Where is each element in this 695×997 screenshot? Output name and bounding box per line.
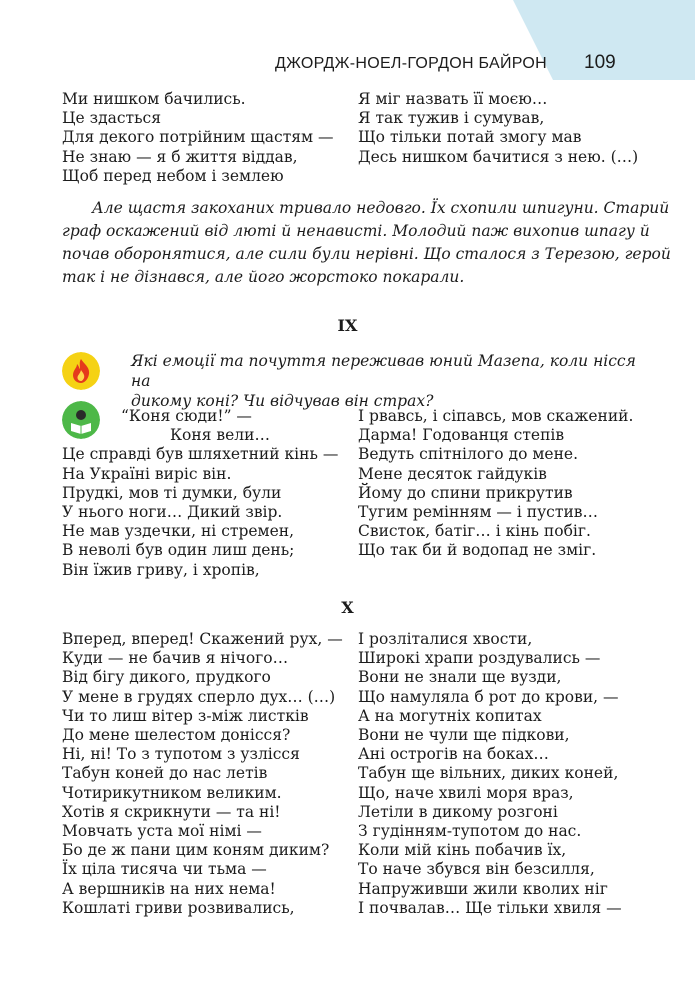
- verse-line: Не мав уздечки, ні стремен,: [62, 522, 295, 541]
- stanza-x-left: [62, 630, 343, 918]
- verse-line: Десь нишком бачитися з нею. (…): [358, 147, 639, 166]
- verse-line: Коня вели…: [170, 426, 270, 445]
- verse-line: Свисток, батіг… і кінь побіг.: [358, 522, 591, 541]
- stanza-top-right: [358, 90, 638, 167]
- verse-line: Мене десяток гайдуків: [358, 464, 547, 483]
- verse-line: Я так тужив і сумував,: [358, 109, 545, 128]
- verse-line: Мовчать уста мої німі —: [62, 822, 262, 841]
- verse-line: А вершників на них нема!: [62, 879, 276, 898]
- verse-line: Вперед, вперед! Скажений рух, —: [62, 630, 343, 648]
- verse-line: Напруживши жили кволих ніг: [358, 879, 608, 898]
- verse-line: Ми нишком бачились.: [62, 90, 246, 108]
- stanza-top-left: [62, 90, 334, 186]
- prose-summary: [62, 197, 671, 289]
- verse-line: “Коня сюди!” —: [121, 407, 252, 425]
- verse-line: Вони не знали ще вузди,: [358, 668, 562, 687]
- verse-line: Табун коней до нас летів: [62, 764, 268, 783]
- verse-line: Кошлаті гриви розвивались,: [62, 898, 295, 917]
- verse-line: У нього ноги… Дикий звір.: [62, 503, 283, 522]
- question-line: Які емоції та почуття переживав юний Мазепа, коли нісся на: [131, 352, 636, 390]
- verse-line: Вони не чули ще підкови,: [358, 726, 570, 745]
- verse-line: Летіли в дикому розгоні: [358, 802, 558, 821]
- verse-line: Широкі храпи роздувались —: [358, 649, 601, 668]
- verse-line: Прудкі, мов ті думки, були: [62, 483, 282, 502]
- verse-line: І почвалав… Ще тільки хвиля —: [358, 898, 622, 917]
- verse-line: Що так би й водопад не зміг.: [358, 541, 597, 560]
- discussion-question: [131, 351, 641, 411]
- verse-line: З гудінням-тупотом до нас.: [358, 822, 582, 841]
- verse-line: Чи то лиш вітер з-між листків: [62, 706, 309, 725]
- prose-line: Але щастя закоханих тривало недовго. Їх схопили шпигуни. Старий: [92, 199, 670, 217]
- stanza-ix-left: [62, 407, 338, 580]
- verse-line: Що тільки потай змогу мав: [358, 128, 582, 147]
- running-header-title: ДЖОРДЖ-НОЕЛ-ГОРДОН БАЙРОН: [275, 55, 547, 72]
- verse-line: До мене шелестом донісся?: [62, 726, 291, 745]
- verse-line: Це справді був шляхетний кінь —: [62, 445, 339, 464]
- verse-line: Я міг назвать її моєю…: [358, 90, 548, 108]
- verse-line: І розліталися хвости,: [358, 630, 533, 648]
- section-heading-ix: IX: [337, 316, 358, 335]
- verse-line: Не знаю — я б життя віддав,: [62, 147, 298, 166]
- question-line: дикому коні? Чи відчував він страх?: [131, 392, 434, 410]
- verse-line: Він їжив гриву, і хропів,: [62, 560, 260, 579]
- verse-line: Ні, ні! То з тупотом з узлісся: [62, 745, 300, 764]
- verse-line: Хотів я скрикнути — та ні!: [62, 802, 281, 821]
- verse-line: А на могутніх копитах: [358, 706, 542, 725]
- verse-line: Що намуляла б рот до крови, —: [358, 687, 619, 706]
- prose-line: почав оборонятися, але сили були нерівні. Що сталося з Терезою, герой: [62, 245, 671, 263]
- verse-line: Щоб перед небом і землею: [62, 166, 284, 185]
- verse-line: Табун ще вільних, диких коней,: [358, 764, 619, 783]
- prose-line: граф оскажений від люті й ненависті. Молодий паж вихопив шпагу й: [62, 222, 650, 240]
- verse-line: Дарма! Годованця степів: [358, 426, 565, 445]
- verse-line: Від бігу дикого, прудкого: [62, 668, 271, 687]
- verse-line: Ведуть спітнілого до мене.: [358, 445, 579, 464]
- verse-line: І рвавсь, і сіпавсь, мов скажений.: [358, 407, 634, 425]
- verse-line: В неволі був один лиш день;: [62, 541, 295, 560]
- page-number: 109: [584, 52, 616, 73]
- verse-line: Тугим ремінням — і пустив…: [358, 503, 599, 522]
- stanza-ix-right: [358, 407, 633, 561]
- verse-line: Бо де ж пани цим коням диким?: [62, 841, 330, 860]
- verse-line: На Україні виріс він.: [62, 464, 232, 483]
- verse-line: У мене в грудях сперло дух… (…): [62, 687, 336, 706]
- verse-line: То наче збувся він безсилля,: [358, 860, 595, 879]
- fire-emotion-icon: [62, 352, 100, 390]
- prose-line: так і не дізнався, але його жорстоко покарали.: [62, 268, 465, 286]
- section-heading-x: X: [341, 598, 354, 617]
- verse-line: Їх ціла тисяча чи тьма —: [62, 860, 267, 879]
- verse-line: Що, наче хвилі моря враз,: [358, 783, 574, 802]
- verse-line: Ані острогів на боках…: [358, 745, 549, 764]
- stanza-x-right: [358, 630, 622, 918]
- verse-line: Коли мій кінь побачив їх,: [358, 841, 567, 860]
- verse-line: Чотирикутником великим.: [62, 783, 282, 802]
- verse-line: Йому до спини прикрутив: [358, 483, 573, 502]
- verse-line: Для декого потрійним щастям —: [62, 128, 334, 147]
- verse-line: Це здасться: [62, 109, 162, 128]
- verse-line: Куди — не бачив я нічого…: [62, 649, 289, 668]
